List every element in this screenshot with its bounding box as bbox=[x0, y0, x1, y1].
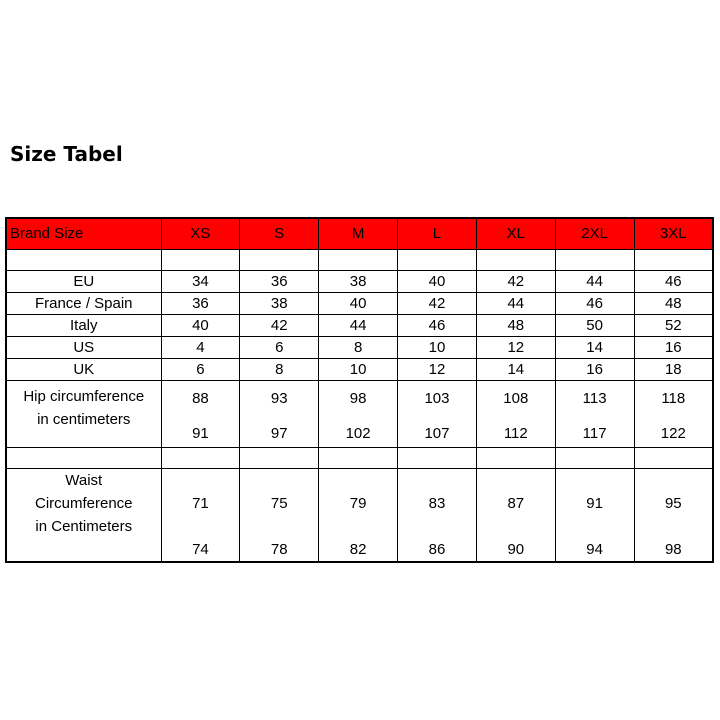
table-cell: 113 bbox=[582, 390, 607, 407]
table-cell: 93 bbox=[270, 390, 288, 407]
table-cell: 102 bbox=[345, 425, 371, 442]
table-cell: 75 bbox=[270, 495, 288, 512]
table-cell: 79 bbox=[349, 495, 367, 512]
table-cell: 52 bbox=[634, 315, 713, 337]
row-label: UK bbox=[6, 359, 161, 381]
table-cell: 112 bbox=[503, 425, 528, 442]
table-row-waist bbox=[6, 469, 713, 563]
row-label: US bbox=[6, 337, 161, 359]
table-cell: 44 bbox=[319, 315, 398, 337]
row-label: France / Spain bbox=[6, 293, 161, 315]
table-cell: 8 bbox=[319, 337, 398, 359]
table-cell: 98 bbox=[349, 390, 367, 407]
table-cell: 91 bbox=[192, 425, 209, 442]
row-label-line: in Centimeters bbox=[35, 518, 133, 535]
row-label-line: Circumference bbox=[34, 495, 133, 512]
table-cell: 71 bbox=[192, 495, 209, 512]
table-cell: 46 bbox=[634, 271, 713, 293]
table-cell: 103 bbox=[424, 390, 450, 407]
table-cell: 122 bbox=[660, 425, 686, 442]
row-label-line: in centimeters bbox=[37, 411, 131, 428]
header-size-m: M bbox=[319, 218, 398, 250]
table-header-row bbox=[6, 218, 713, 250]
table-cell: 78 bbox=[270, 541, 288, 558]
table-cell: 6 bbox=[240, 337, 319, 359]
table-cell: 36 bbox=[161, 293, 240, 315]
table-cell: 98 bbox=[664, 541, 682, 558]
header-size-l: L bbox=[398, 218, 477, 250]
row-label: EU bbox=[6, 271, 161, 293]
spacer-row bbox=[6, 448, 713, 469]
table-cell: 97 bbox=[270, 425, 288, 442]
table-cell: 88 bbox=[192, 390, 209, 407]
table-cell: 46 bbox=[398, 315, 477, 337]
table-cell: 48 bbox=[634, 293, 713, 315]
row-label-hip bbox=[6, 381, 161, 448]
table-cell: 94 bbox=[586, 541, 603, 558]
table-cell: 74 bbox=[192, 541, 209, 558]
table-cell: 36 bbox=[240, 271, 319, 293]
table-cell: 16 bbox=[634, 337, 713, 359]
table-cell: 40 bbox=[319, 293, 398, 315]
table-cell: 10 bbox=[398, 337, 477, 359]
table-cell: 12 bbox=[398, 359, 477, 381]
table-cell: 18 bbox=[634, 359, 713, 381]
table-cell: 40 bbox=[161, 315, 240, 337]
row-label-waist bbox=[6, 469, 161, 563]
page-title: Size Tabel bbox=[10, 142, 123, 166]
table-cell: 91 bbox=[586, 495, 603, 512]
table-cell: 46 bbox=[555, 293, 634, 315]
table-cell: 82 bbox=[349, 541, 367, 558]
table-row-eu bbox=[6, 271, 713, 293]
table-cell: 44 bbox=[476, 293, 555, 315]
table-cell: 108 bbox=[503, 390, 529, 407]
table-cell: 107 bbox=[424, 425, 450, 442]
table-cell: 95 bbox=[664, 495, 682, 512]
table-cell: 42 bbox=[240, 315, 319, 337]
size-table bbox=[5, 217, 714, 563]
table-cell: 50 bbox=[555, 315, 634, 337]
table-row-uk bbox=[6, 359, 713, 381]
table-cell: 118 bbox=[661, 390, 686, 407]
row-label-line: Waist bbox=[65, 472, 103, 489]
table-cell: 44 bbox=[555, 271, 634, 293]
header-brand-size: Brand Size bbox=[6, 218, 161, 250]
table-row-us bbox=[6, 337, 713, 359]
table-cell: 6 bbox=[161, 359, 240, 381]
table-row-italy bbox=[6, 315, 713, 337]
table-cell: 87 bbox=[507, 495, 525, 512]
table-cell: 34 bbox=[161, 271, 240, 293]
table-row-hip bbox=[6, 381, 713, 448]
table-cell: 42 bbox=[398, 293, 477, 315]
table-cell: 10 bbox=[319, 359, 398, 381]
table-cell: 4 bbox=[161, 337, 240, 359]
table-cell: 86 bbox=[428, 541, 446, 558]
table-row-france-spain bbox=[6, 293, 713, 315]
table-cell: 48 bbox=[476, 315, 555, 337]
table-cell: 16 bbox=[555, 359, 634, 381]
header-size-2xl: 2XL bbox=[555, 218, 634, 250]
header-size-xs: XS bbox=[161, 218, 240, 250]
table-cell: 14 bbox=[476, 359, 555, 381]
table-cell: 14 bbox=[555, 337, 634, 359]
row-label: Italy bbox=[6, 315, 161, 337]
header-size-3xl: 3XL bbox=[634, 218, 713, 250]
header-size-xl: XL bbox=[476, 218, 555, 250]
table-cell: 90 bbox=[507, 541, 525, 558]
table-cell: 83 bbox=[428, 495, 446, 512]
table-cell: 40 bbox=[398, 271, 477, 293]
table-cell: 38 bbox=[240, 293, 319, 315]
table-cell: 8 bbox=[240, 359, 319, 381]
table-cell: 42 bbox=[476, 271, 555, 293]
table-cell: 38 bbox=[319, 271, 398, 293]
table-cell: 117 bbox=[582, 425, 607, 442]
header-size-s: S bbox=[240, 218, 319, 250]
spacer-row bbox=[6, 250, 713, 271]
row-label-line: Hip circumference bbox=[23, 388, 145, 405]
table-cell: 12 bbox=[476, 337, 555, 359]
